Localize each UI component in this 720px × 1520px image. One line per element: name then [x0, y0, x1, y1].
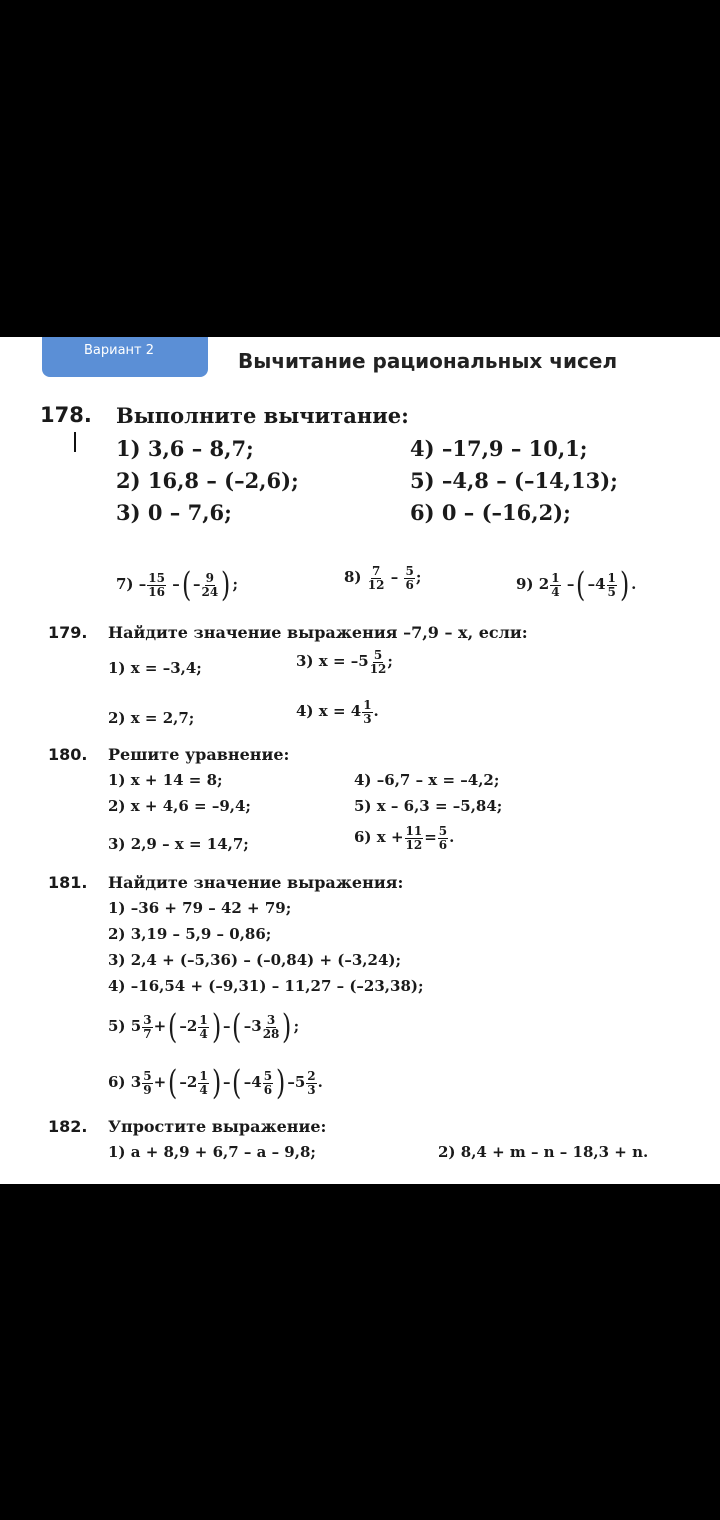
problem-179-item-4: 4) x = 4 $\frac{1}{3}$ . — [296, 698, 379, 726]
problem-179-prompt: Найдите значение выражения –7,9 – x, если: — [108, 623, 528, 642]
problem-179-number: 179. — [48, 623, 88, 642]
problem-178-prompt: Выполните вычитание: — [116, 403, 409, 428]
problem-180-item-6: 6) x + $\frac{11}{12}$ = $\frac{5}{6}$ . — [354, 824, 455, 852]
problem-179-item-1: 1) x = –3,4; — [108, 659, 202, 677]
problem-182-item-2: 2) 8,4 + m – n – 18,3 + n. — [438, 1143, 649, 1161]
problem-181-item-5: 5) 5 $\frac{3}{7}$ +( –2 $\frac{1}{4}$ ) –( –3 $\frac{3}{28}$ ) ; — [108, 1007, 300, 1047]
problem-178-item-1: 1) 3,6 – 8,7; — [116, 436, 254, 461]
problem-179-item-3: 3) x = –5 $\frac{5}{12}$ ; — [296, 648, 393, 676]
problem-181-item-2: 2) 3,19 – 5,9 – 0,86; — [108, 925, 272, 943]
problem-178-number: 178. — [40, 403, 92, 427]
problem-181-item-3: 3) 2,4 + (–5,36) – (–0,84) + (–3,24); — [108, 951, 402, 969]
problem-180-item-5: 5) x – 6,3 = –5,84; — [354, 797, 503, 815]
problem-181-item-1: 1) –36 + 79 – 42 + 79; — [108, 899, 292, 917]
problem-178-item-9: 9) 2 $\frac{1}{4}$ –( –4 $\frac{1}{5}$ ) . — [516, 565, 637, 605]
problem-180-prompt: Решите уравнение: — [108, 745, 290, 764]
problem-180-number: 180. — [48, 745, 88, 764]
text-cursor — [74, 432, 76, 452]
problem-180-item-4: 4) –6,7 – x = –4,2; — [354, 771, 500, 789]
problem-180-item-2: 2) x + 4,6 = –9,4; — [108, 797, 251, 815]
variant-badge: Вариант 2 — [42, 337, 208, 377]
problem-178-item-4: 4) –17,9 – 10,1; — [410, 436, 588, 461]
problem-178-item-7: 7) – $\frac{15}{16}$ –( – $\frac{9}{24}$ ) ; — [116, 565, 238, 605]
problem-178-item-5: 5) –4,8 – (–14,13); — [410, 468, 618, 493]
problem-179-item-2: 2) x = 2,7; — [108, 709, 195, 727]
page-title: Вычитание рациональных чисел — [238, 349, 618, 373]
problem-181-number: 181. — [48, 873, 88, 892]
problem-181-prompt: Найдите значение выражения: — [108, 873, 404, 892]
problem-182-number: 182. — [48, 1117, 88, 1136]
problem-182-item-1: 1) a + 8,9 + 6,7 – a – 9,8; — [108, 1143, 316, 1161]
problem-180-item-1: 1) x + 14 = 8; — [108, 771, 223, 789]
problem-178-item-8: 8) $\frac{7}{12}$ – $\frac{5}{6}$ ; — [344, 564, 422, 592]
problem-178-item-3: 3) 0 – 7,6; — [116, 500, 232, 525]
problem-182-prompt: Упростите выражение: — [108, 1117, 327, 1136]
textbook-page — [0, 337, 720, 1184]
problem-181-item-4: 4) –16,54 + (–9,31) – 11,27 – (–23,38); — [108, 977, 424, 995]
problem-178-item-2: 2) 16,8 – (–2,6); — [116, 468, 299, 493]
problem-178-item-6: 6) 0 – (–16,2); — [410, 500, 571, 525]
problem-181-item-6: 6) 3 $\frac{5}{9}$ +( –2 $\frac{1}{4}$ ) –( –4 $\frac{5}{6}$ ) –5 $\frac{2}{3}$ . — [108, 1063, 323, 1103]
problem-180-item-3: 3) 2,9 – x = 14,7; — [108, 835, 249, 853]
